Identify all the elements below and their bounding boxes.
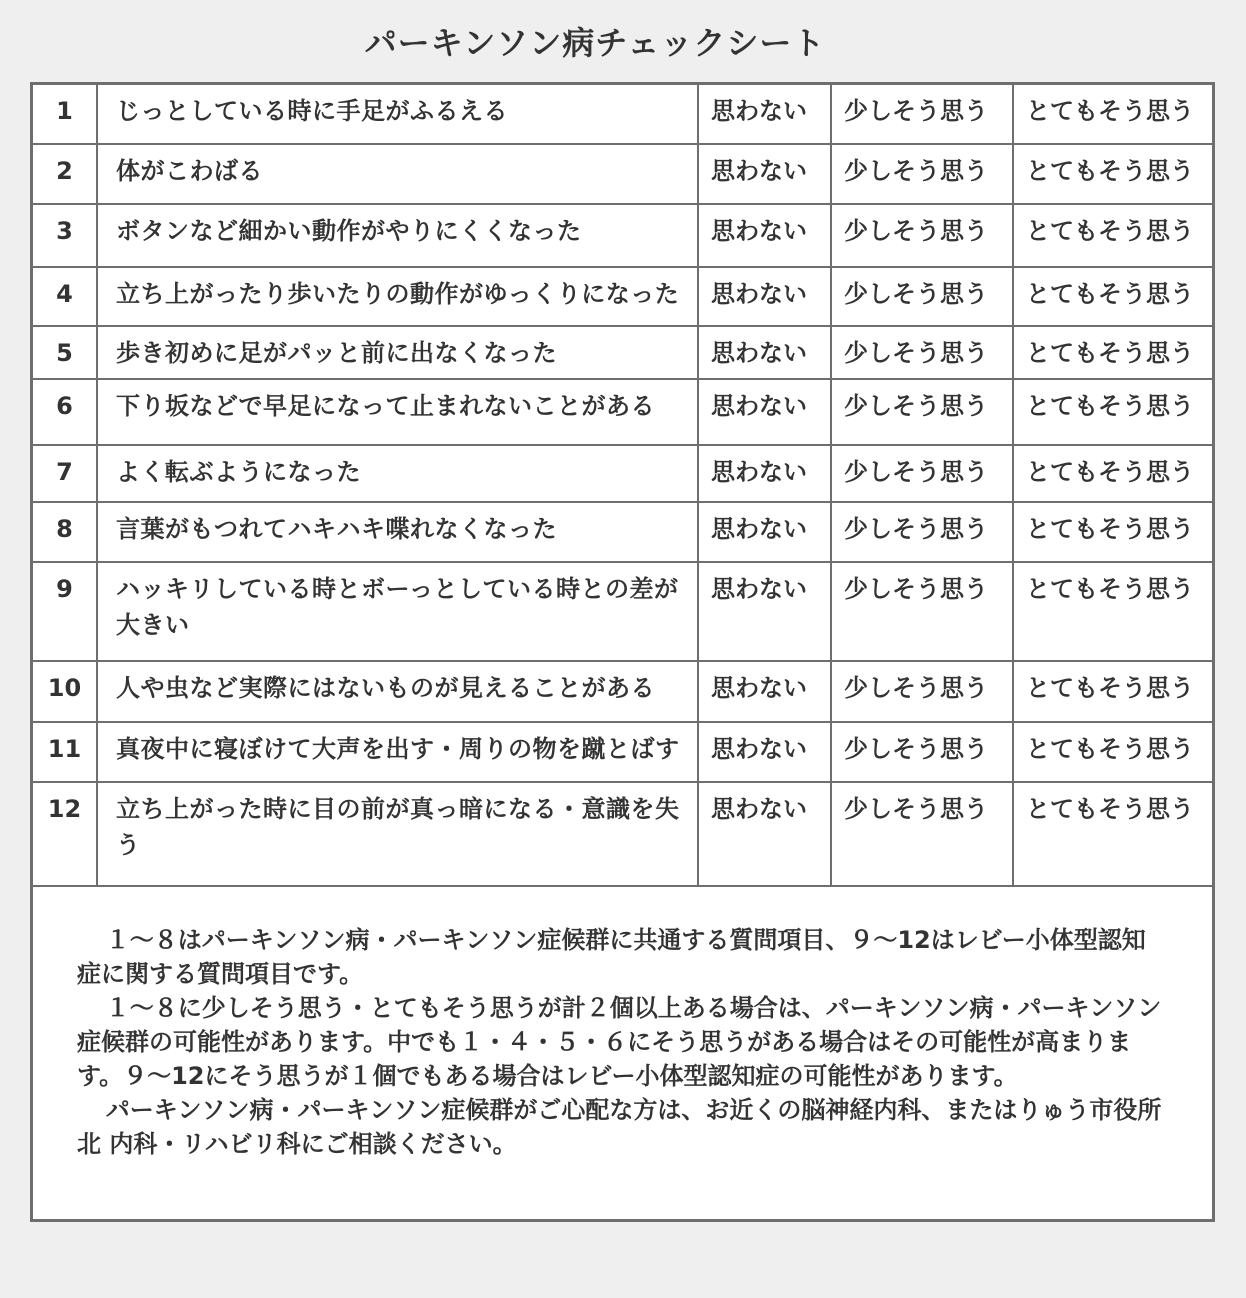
option-strongly-agree[interactable]: とてもそう思う [1013,85,1212,144]
note-paragraph: １～８に少しそう思う・とてもそう思うが計２個以上ある場合は、パーキンソン病・パーキンソン症候群の可能性があります。中でも１・４・５・６にそう思うがある場合はその可能性が高まります。９～12にそう思うが１個でもある場合はレビー小体型認知症の可能性があります。 [77,994,1162,1090]
option-not-agree[interactable]: 思わない [698,204,831,267]
question-number: 6 [33,379,97,445]
question-number: 5 [33,326,97,379]
option-somewhat-agree[interactable]: 少しそう思う [831,562,1013,661]
option-not-agree[interactable]: 思わない [698,379,831,445]
table-row [33,445,1212,502]
table-row [33,782,1212,886]
question-text: 体がこわばる [97,144,698,204]
option-not-agree[interactable]: 思わない [698,661,831,722]
option-somewhat-agree[interactable]: 少しそう思う [831,204,1013,267]
option-strongly-agree[interactable]: とてもそう思う [1013,326,1212,379]
question-text: よく転ぶようになった [97,445,698,502]
table-row [33,562,1212,661]
option-somewhat-agree[interactable]: 少しそう思う [831,379,1013,445]
option-not-agree[interactable]: 思わない [698,326,831,379]
question-text: 言葉がもつれてハキハキ喋れなくなった [97,502,698,562]
option-strongly-agree[interactable]: とてもそう思う [1013,204,1212,267]
question-text: 人や虫など実際にはないものが見えることがある [97,661,698,722]
question-number: 11 [33,722,97,782]
option-strongly-agree[interactable]: とてもそう思う [1013,445,1212,502]
option-not-agree[interactable]: 思わない [698,502,831,562]
table-row [33,267,1212,326]
question-text: ボタンなど細かい動作がやりにくくなった [97,204,698,267]
option-not-agree[interactable]: 思わない [698,144,831,204]
option-strongly-agree[interactable]: とてもそう思う [1013,661,1212,722]
question-number: 9 [33,562,97,661]
option-strongly-agree[interactable]: とてもそう思う [1013,722,1212,782]
question-text: 立ち上がったり歩いたりの動作がゆっくりになった [97,267,698,326]
question-number: 3 [33,204,97,267]
question-text: 真夜中に寝ぼけて大声を出す・周りの物を蹴とばす [97,722,698,782]
question-number: 4 [33,267,97,326]
option-somewhat-agree[interactable]: 少しそう思う [831,326,1013,379]
question-number: 7 [33,445,97,502]
option-somewhat-agree[interactable]: 少しそう思う [831,502,1013,562]
option-strongly-agree[interactable]: とてもそう思う [1013,502,1212,562]
question-number: 12 [33,782,97,886]
option-strongly-agree[interactable]: とてもそう思う [1013,379,1212,445]
option-somewhat-agree[interactable]: 少しそう思う [831,144,1013,204]
question-text: ハッキリしている時とボーっとしている時との差が大きい [97,562,698,661]
option-somewhat-agree[interactable]: 少しそう思う [831,445,1013,502]
option-somewhat-agree[interactable]: 少しそう思う [831,267,1013,326]
question-number: 2 [33,144,97,204]
option-not-agree[interactable]: 思わない [698,85,831,144]
question-text: 立ち上がった時に目の前が真っ暗になる・意識を失う [97,782,698,886]
option-somewhat-agree[interactable]: 少しそう思う [831,85,1013,144]
question-text: 下り坂などで早足になって止まれないことがある [97,379,698,445]
option-somewhat-agree[interactable]: 少しそう思う [831,661,1013,722]
page-title: パーキンソン病チェックシート [364,24,826,62]
option-not-agree[interactable]: 思わない [698,445,831,502]
note-paragraph: パーキンソン病・パーキンソン症候群がご心配な方は、お近くの脳神経内科、またはりゅう市役所北 内科・リハビリ科にご相談ください。 [77,1096,1162,1158]
table-row [33,144,1212,204]
note-paragraph: １～８はパーキンソン病・パーキンソン症候群に共通する質問項目、９～12はレビー小体型認知症に関する質問項目です。 [77,926,1146,988]
table-row [33,661,1212,722]
notes-section [33,887,1212,1161]
table-row [33,502,1212,562]
option-strongly-agree[interactable]: とてもそう思う [1013,562,1212,661]
table-row [33,722,1212,782]
question-number: 1 [33,85,97,144]
checklist-sheet [30,82,1215,1222]
option-not-agree[interactable]: 思わない [698,562,831,661]
question-number: 10 [33,661,97,722]
table-row [33,326,1212,379]
table-row [33,204,1212,267]
option-strongly-agree[interactable]: とてもそう思う [1013,144,1212,204]
checklist-table [33,85,1212,887]
option-not-agree[interactable]: 思わない [698,782,831,886]
table-row [33,379,1212,445]
option-strongly-agree[interactable]: とてもそう思う [1013,267,1212,326]
table-row [33,85,1212,144]
question-text: じっとしている時に手足がふるえる [97,85,698,144]
option-not-agree[interactable]: 思わない [698,722,831,782]
option-strongly-agree[interactable]: とてもそう思う [1013,782,1212,886]
question-number: 8 [33,502,97,562]
option-not-agree[interactable]: 思わない [698,267,831,326]
question-text: 歩き初めに足がパッと前に出なくなった [97,326,698,379]
option-somewhat-agree[interactable]: 少しそう思う [831,782,1013,886]
option-somewhat-agree[interactable]: 少しそう思う [831,722,1013,782]
